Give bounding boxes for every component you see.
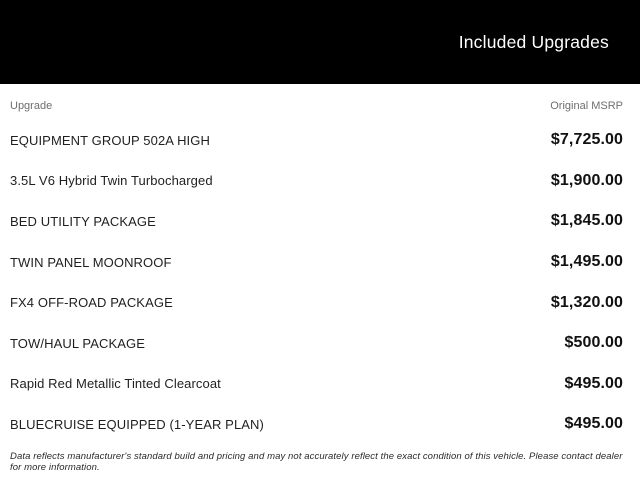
upgrade-price: $1,845.00 xyxy=(550,212,623,230)
table-row xyxy=(10,404,623,445)
upgrade-name: Rapid Red Metallic Tinted Clearcoat xyxy=(10,376,221,392)
table-row xyxy=(10,161,623,202)
table-row xyxy=(10,282,623,323)
upgrade-price: $1,900.00 xyxy=(550,171,623,189)
upgrade-name: BLUECRUISE EQUIPPED (1-YEAR PLAN) xyxy=(10,416,264,432)
table-row xyxy=(10,323,623,364)
upgrade-name: BED UTILITY PACKAGE xyxy=(10,213,156,229)
upgrade-price: $7,725.00 xyxy=(550,131,623,149)
upgrade-price: $1,495.00 xyxy=(550,253,623,271)
upgrade-price: $495.00 xyxy=(564,374,623,392)
upgrade-price: $495.00 xyxy=(564,415,623,433)
table-row xyxy=(10,364,623,405)
upgrade-name: TWIN PANEL MOONROOF xyxy=(10,254,172,270)
table-row xyxy=(10,201,623,242)
table-row xyxy=(10,242,623,283)
table-row xyxy=(10,120,623,161)
column-header-row xyxy=(10,98,623,114)
column-header-original-msrp: Original MSRP xyxy=(550,100,623,112)
upgrade-name: TOW/HAUL PACKAGE xyxy=(10,335,145,351)
upgrade-name: 3.5L V6 Hybrid Twin Turbocharged xyxy=(10,173,213,189)
upgrade-price: $1,320.00 xyxy=(550,293,623,311)
page-title: Included Upgrades xyxy=(458,31,609,52)
upgrade-name: FX4 OFF-ROAD PACKAGE xyxy=(10,295,173,311)
column-header-upgrade: Upgrade xyxy=(10,100,53,112)
card-header xyxy=(0,0,640,84)
upgrades-table xyxy=(0,84,640,480)
disclaimer-text: Data reflects manufacturer's standard build and pricing and may not accurately reflect the exact condition of this vehicle. Please contact dealer for more information. xyxy=(10,450,623,473)
upgrade-price: $500.00 xyxy=(564,334,623,352)
upgrade-name: EQUIPMENT GROUP 502A HIGH xyxy=(10,132,210,148)
upgrade-rows xyxy=(10,120,623,445)
